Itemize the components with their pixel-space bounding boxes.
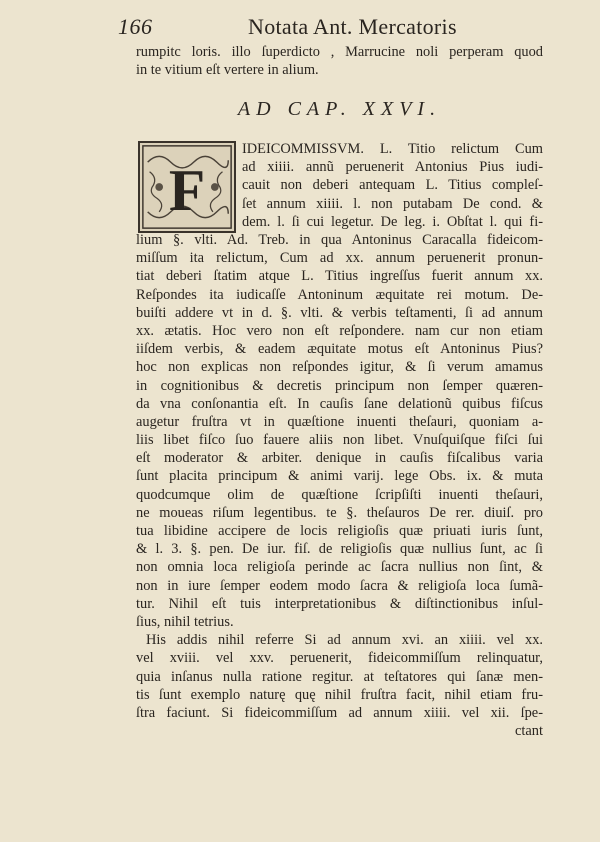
catchword: ctant — [515, 723, 543, 740]
text-line: da vna conſonantia eſt. In cauſis ſane delationũ quibus fiſcus — [136, 395, 543, 412]
text-line: quodcumque olim de quæſtione ſcripſiſti inuenti theſauri, — [136, 486, 543, 503]
text-line: tiat deberi ſtatim atque L. Titius ingreſſus fuerit annum xx. — [136, 268, 543, 285]
text-line: quia inſanus nulla ratione regitur. at teſtatores qui ſanæ men- — [136, 668, 543, 685]
text-line: buiſti addere vt in d. §. vlti. & verbis teſtamenti, ſi ad annum — [136, 304, 543, 321]
first-paragraph-opening — [242, 140, 543, 231]
text-line: in cognitionibus & decretis principum non ſemper quæren- — [136, 377, 543, 394]
text-line: xx. ætatis. Hoc vero non eſt reſpondere. nam cur non etiam — [136, 322, 543, 339]
text-line: miſſum ita relictum, Cum ad xx. annum peruenerit pronun- — [136, 250, 543, 267]
text-line: eſt moderator & arbiter. denique in cauſis fiſcalibus varia — [136, 450, 543, 467]
text-line: liis libet fiſco ſuo fauere aliis non libet. Vnuſquiſque fiſci ſui — [136, 432, 543, 449]
text-line: tur. Nihil eſt tuis interpretationibus & diſtinctionibus inſul- — [136, 595, 543, 612]
carryover-text — [136, 43, 543, 79]
text-line: cauit non deberi antequam L. Titius compleſ- — [242, 177, 543, 194]
text-line: non in iure ſemper eodem modo ſacra & religioſa loca ſumã- — [136, 577, 543, 594]
text-line: ne moueas riſum legentibus. te §. theſauros De rer. diuiſ. pro — [136, 504, 543, 521]
body-text — [136, 231, 543, 740]
drop-cap-letter: F — [168, 157, 206, 223]
text-line: His addis nihil referre Si ad annum xvi. an xiiii. vel xx. — [146, 632, 543, 649]
text-line: in te vitium eſt vertere in alium. — [136, 62, 319, 79]
page-header — [118, 14, 548, 42]
text-line: dem. l. ſi cui legetur. De leg. i. Obſtat l. qui fi- — [242, 213, 543, 230]
page-number: 166 — [118, 14, 153, 39]
text-line: augetur fruſtra vt in quæſtione inuenti theſauri, quoniam a- — [136, 413, 543, 430]
text-line: ad xiiii. annũ peruenerit Antonius Pius iudi- — [242, 159, 543, 176]
text-line: Reſpondes ita iudicaſſe Antoninum æquitate rei motum. De- — [136, 286, 543, 303]
drop-cap-ornament — [140, 143, 234, 231]
text-line: ſtra faciunt. Si fideicommiſſum ad annum xiiii. vel xii. ſpe- — [136, 704, 543, 721]
text-line: rumpitc loris. illo ſuperdicto , Marrucine noli perperam quod — [136, 44, 543, 60]
text-line: non omnia loca religioſa perinde ac ſacra nullius non ſint, & — [136, 559, 543, 576]
text-line: & l. 3. §. pen. De iur. fiſ. de religioſis quæ nullius ſunt, ac ſi — [136, 541, 543, 558]
text-line: lium §. vlti. Ad. Treb. in qua Antoninus Caracalla fideicom- — [136, 232, 543, 248]
text-line: ſet annum xiiii. l. non putabam De cond. & — [242, 195, 543, 212]
text-line: tis ſunt exemplo naturę quę nihil fruſtra facit, nihil etiam fru- — [136, 686, 543, 703]
text-line: hoc non explicas non reſpondes igitur, & ſi verum amamus — [136, 359, 543, 376]
text-line: iiſdem verbis, & eadem æquitate motus eſt Antoninus Pius? — [136, 341, 543, 358]
ornamental-initial-icon — [138, 141, 236, 233]
text-line: vel xviii. vel xxv. peruenerit, fideicommiſſum relinquatur, — [136, 650, 543, 667]
text-line: IDEICOMMISSVM. L. Titio relictum Cum — [242, 141, 543, 157]
text-line: ſunt placita principum & animi varij. lege Obs. ix. & muta — [136, 468, 543, 485]
running-title: Notata Ant. Mercatoris — [248, 14, 457, 39]
section-heading: AD CAP. XXVI. — [237, 98, 442, 120]
text-line: tua libidine accipere de locis religioſis quæ priuati iuris ſunt, — [136, 523, 543, 539]
text-line: ſius, nihil tetrius. — [136, 613, 234, 630]
